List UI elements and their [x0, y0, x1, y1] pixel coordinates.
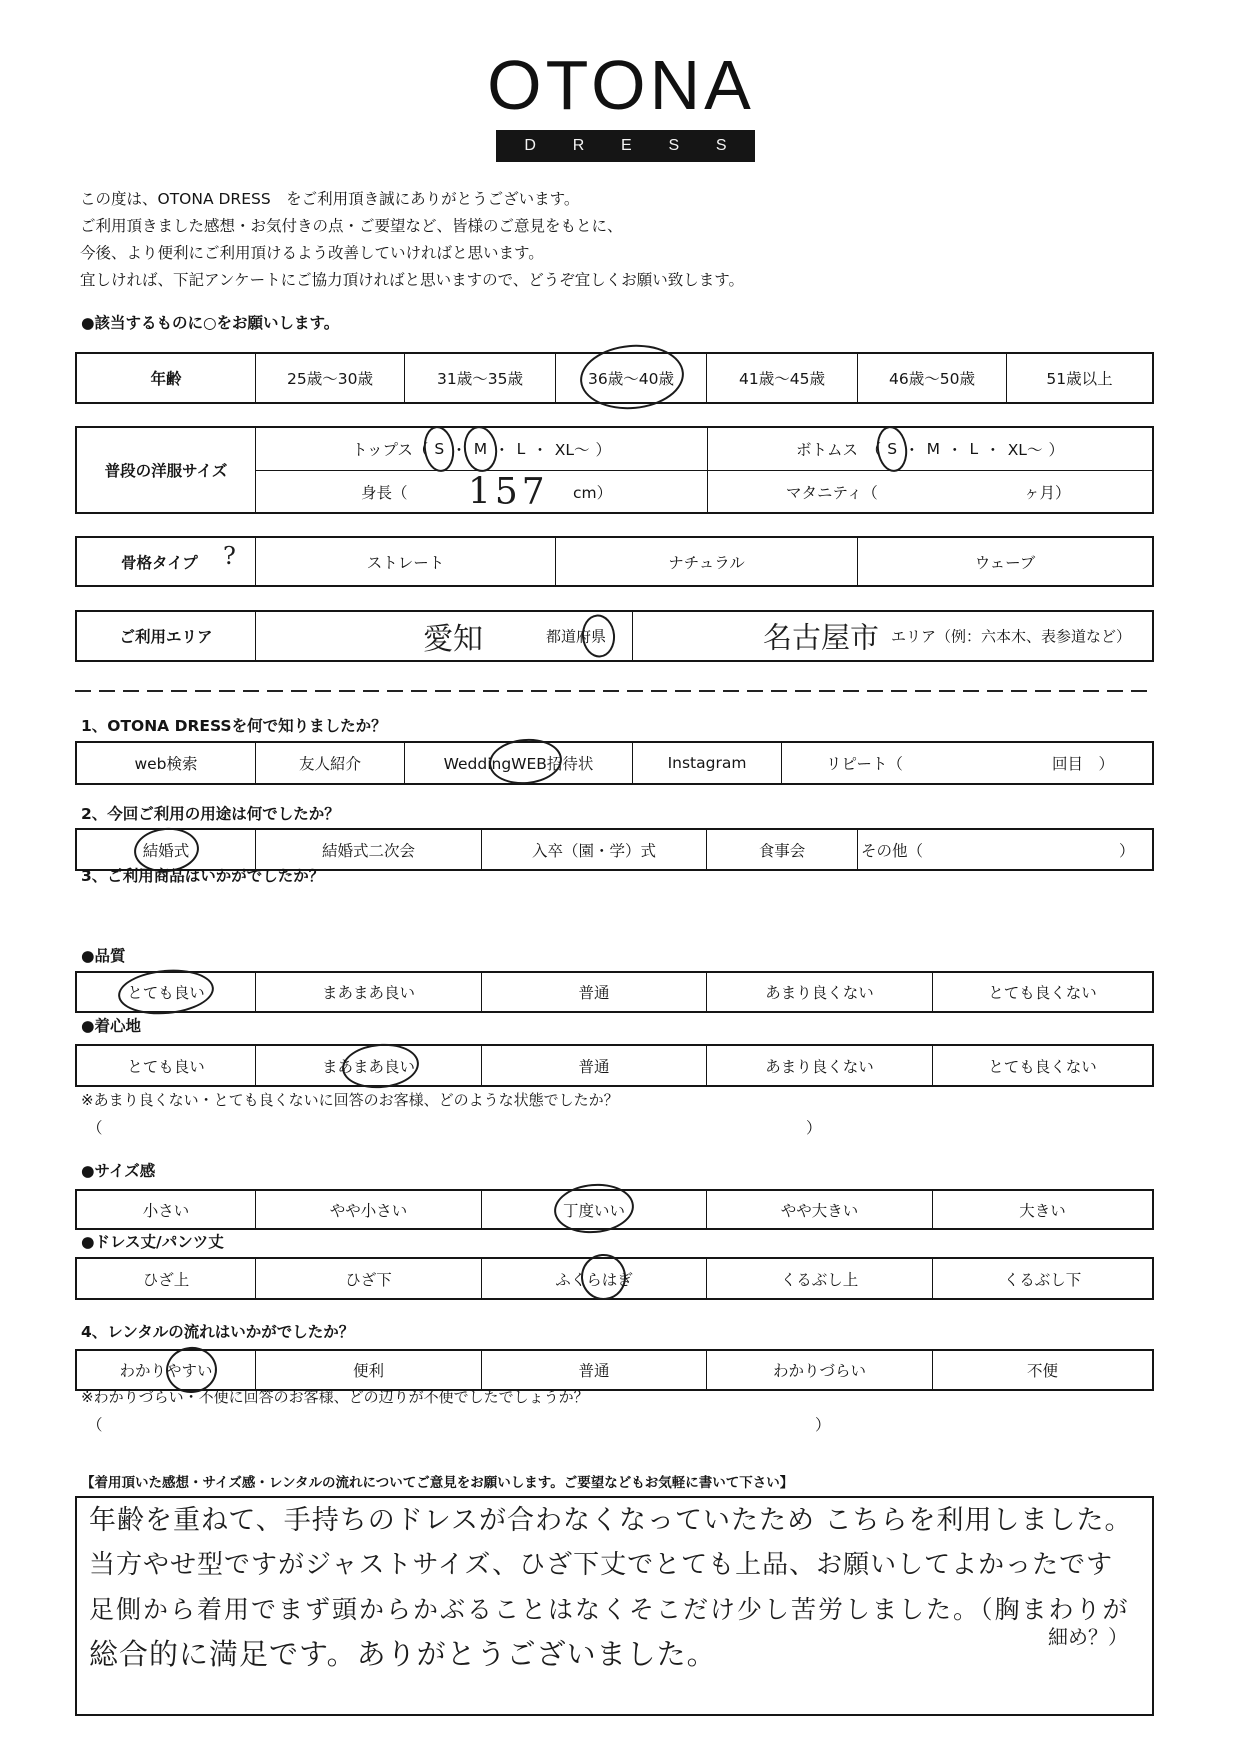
- flow-option-confusing: わかりづらい: [772, 1362, 866, 1380]
- length-heading: ●ドレス丈/パンツ丈: [81, 1233, 224, 1251]
- quality-option-cell: [706, 973, 932, 1011]
- q2-table: [75, 828, 1154, 871]
- q2-other-close: ）: [1119, 841, 1135, 860]
- clothing-size-fields: [255, 428, 1152, 512]
- q2-other-cell: [857, 830, 1152, 869]
- age-table: [75, 352, 1154, 404]
- quality-option-average: 普通: [578, 984, 610, 1002]
- q1-table: [75, 741, 1154, 785]
- comfort-option-fairly-good: まあまあ良い: [322, 1055, 415, 1077]
- q2-option-cell: [706, 830, 857, 869]
- tops-option-xl: XL～: [554, 441, 590, 459]
- length-option-above-knee: ひざ上: [142, 1270, 190, 1289]
- q2-option-cell: [77, 830, 255, 869]
- size-feel-option-cell: [77, 1191, 255, 1228]
- maternity-cell: [707, 471, 1152, 512]
- length-option-below-ankle: くるぶし下: [1003, 1270, 1082, 1289]
- q2-other-label: その他（: [861, 841, 924, 860]
- comfort-option-not-good: あまり良くない: [765, 1057, 874, 1076]
- q2-option-ceremony: 入卒（園・学）式: [531, 841, 656, 860]
- separator: ・: [494, 441, 510, 459]
- flow-option-cell: [706, 1351, 932, 1389]
- comfort-option-cell: [932, 1046, 1152, 1085]
- area-label-cell: [77, 612, 255, 660]
- quality-heading: ●品質: [81, 947, 126, 965]
- intro-line: この度は、OTONA DRESS をご利用頂き誠にありがとうございます。: [80, 190, 580, 208]
- q3-question: 3、ご利用商品はいかがでしたか？: [81, 867, 325, 885]
- age-option-25-30: 25歳～30歳: [287, 370, 373, 388]
- body-type-option-cell: [255, 538, 555, 585]
- flow-option-convenient: 便利: [352, 1362, 384, 1380]
- brand-subtitle-letter: R: [572, 137, 585, 154]
- length-option-cell: [932, 1259, 1152, 1298]
- flow-option-average: 普通: [578, 1362, 610, 1380]
- size-feel-option-cell: [481, 1191, 706, 1228]
- q1-option-cell: [404, 743, 632, 783]
- age-option-cell: [255, 354, 404, 402]
- age-option-cell: [555, 354, 706, 402]
- height-unit: cm）: [573, 483, 613, 502]
- height-label: 身長（: [361, 483, 408, 502]
- q1-option-instagram: Instagram: [667, 754, 747, 772]
- size-feel-heading: ●サイズ感: [81, 1162, 156, 1180]
- length-option-calf: ふくらはぎ: [555, 1268, 633, 1290]
- comfort-option-cell: [77, 1046, 255, 1085]
- q4-note: ※わかりづらい・不便に回答のお客様、どの辺りが不便でしたでしょうか？: [81, 1388, 589, 1406]
- size-row-height-maternity: [256, 471, 1152, 512]
- bottoms-label: ボトムス （: [796, 441, 882, 459]
- q2-option-after-party: 結婚式二次会: [321, 841, 415, 860]
- q1-option-web-search: web検索: [134, 755, 198, 773]
- brand-subtitle-letter: S: [668, 137, 680, 154]
- size-feel-option-cell: [706, 1191, 932, 1228]
- maternity-label: マタニティ（: [786, 483, 878, 502]
- brand-subtitle-bar: [496, 130, 755, 162]
- quality-table: [75, 971, 1154, 1013]
- length-table: [75, 1257, 1154, 1300]
- quality-option-cell: [255, 973, 481, 1011]
- age-option-46-50: 46歳～50歳: [889, 370, 975, 388]
- age-option-36-40: 36歳～40歳: [588, 367, 674, 389]
- size-feel-option-small: 小さい: [142, 1201, 190, 1220]
- size-feel-option-just-right: 丁度いい: [563, 1199, 625, 1221]
- age-option-cell: [404, 354, 555, 402]
- intro-line: 宜しければ、下記アンケートにご協力頂ければと思いますので、どうぞ宜しくお願い致します。: [80, 271, 745, 289]
- body-type-option-cell: [555, 538, 857, 585]
- separator: ・: [985, 441, 1001, 459]
- age-option-cell: [706, 354, 857, 402]
- q1-option-cell: [77, 743, 255, 783]
- q1-option-friend-referral: 友人紹介: [298, 755, 361, 773]
- age-option-31-35: 31歳～35歳: [437, 370, 523, 388]
- separator: ・: [904, 441, 920, 459]
- clothing-size-label-cell: [77, 428, 255, 512]
- flow-option-cell: [481, 1351, 706, 1389]
- quality-option-cell: [481, 973, 706, 1011]
- q1-question: 1、OTONA DRESSを何で知りましたか？: [81, 717, 387, 735]
- body-type-label-cell: [77, 538, 255, 585]
- comment-heading: 【着用頂いた感想・サイズ感・レンタルの流れについてご意見をお願いします。ご要望などもお気軽に書いて下さい】: [81, 1475, 794, 1491]
- q4-question: 4、レンタルの流れはいかがでしたか？: [81, 1323, 355, 1341]
- intro-text: [80, 186, 744, 294]
- length-option-cell: [255, 1259, 481, 1298]
- comfort-option-cell: [481, 1046, 706, 1085]
- bottoms-size-cell: [707, 428, 1152, 470]
- comfort-option-very-bad: とても良くない: [988, 1057, 1097, 1076]
- comment-line: 当方やせ型ですがジャストサイズ、ひざ下丈でとても上品、お願いしてよかったです: [89, 1550, 1114, 1580]
- intro-line: ご利用頂きました感想・お気付きの点・ご要望など、皆様のご意見をもとに、: [80, 217, 623, 235]
- prefecture-suffix-part: 都道府: [546, 627, 592, 646]
- q2-option-cell: [255, 830, 481, 869]
- city-cell: [632, 612, 1152, 660]
- flow-option-cell: [77, 1351, 255, 1389]
- comfort-option-cell: [255, 1046, 481, 1085]
- brand-subtitle-letter: S: [715, 137, 727, 154]
- tops-label: トップス（: [351, 441, 429, 459]
- city-suffix: エリア（例：六本木、表参道など）: [891, 627, 1132, 646]
- comment-line: 総合的に満足です。ありがとうございました。: [89, 1637, 717, 1671]
- body-type-option-cell: [857, 538, 1152, 585]
- body-type-table: [75, 536, 1154, 587]
- comfort-heading: ●着心地: [81, 1017, 142, 1035]
- size-feel-option-cell: [255, 1191, 481, 1228]
- comment-line: 年齢を重ねて、手持ちのドレスが合わなくなっていたため こちらを利用しました。: [89, 1505, 1133, 1536]
- area-table: [75, 610, 1154, 662]
- quality-option-not-good: あまり良くない: [765, 984, 874, 1002]
- body-type-option-wave: ウェーブ: [974, 553, 1036, 572]
- length-option-cell: [481, 1259, 706, 1298]
- q2-question: 2、今回ご利用の用途は何でしたか？: [81, 805, 340, 823]
- separator: ・: [451, 441, 467, 459]
- bottoms-close: ）: [1048, 441, 1064, 459]
- clothing-size-table: [75, 426, 1154, 514]
- bottoms-option-s: S: [887, 440, 898, 458]
- size-feel-option-slightly-small: やや小さい: [329, 1201, 408, 1220]
- q2-option-dinner: 食事会: [758, 841, 806, 860]
- tops-option-l: L: [516, 440, 526, 458]
- q4-note-open: （: [87, 1416, 103, 1434]
- prefecture-cell: [255, 612, 632, 660]
- prefecture-value: 愛知: [423, 622, 483, 657]
- q1-repeat-suffix: 回目 ）: [1052, 755, 1115, 773]
- tops-option-m: M: [473, 440, 488, 458]
- q1-repeat-label: リピート（: [826, 755, 903, 773]
- age-option-cell: [1006, 354, 1152, 402]
- flow-table: [75, 1349, 1154, 1391]
- q1-repeat-cell: [781, 743, 1152, 783]
- flow-option-inconvenient: 不便: [1026, 1362, 1058, 1380]
- maternity-unit: ヶ月）: [1024, 483, 1071, 502]
- area-label: ご利用エリア: [119, 628, 213, 646]
- dashed-divider: [75, 690, 1154, 692]
- instruction-heading: ●該当するものに○をお願いします。: [81, 314, 340, 332]
- quality-option-cell: [932, 973, 1152, 1011]
- quality-option-cell: [77, 973, 255, 1011]
- intro-line: 今後、より便利にご利用頂けるよう改善していければと思います。: [80, 244, 544, 262]
- separator: ・: [947, 441, 963, 459]
- flow-option-cell: [255, 1351, 481, 1389]
- flow-option-cell: [932, 1351, 1152, 1389]
- comfort-table: [75, 1044, 1154, 1087]
- age-option-51-plus: 51歳以上: [1046, 370, 1113, 388]
- length-option-above-ankle: くるぶし上: [780, 1270, 859, 1289]
- clothing-size-label: 普段の洋服サイズ: [104, 462, 228, 480]
- q1-option-cell: [255, 743, 404, 783]
- brand-subtitle-letter: D: [524, 137, 536, 154]
- q2-option-cell: [481, 830, 706, 869]
- tops-size-cell: [256, 428, 707, 470]
- bottoms-option-l: L: [969, 440, 979, 458]
- bottoms-option-m: M: [926, 440, 941, 458]
- q3-note-close: ）: [806, 1119, 822, 1137]
- separator: ・: [532, 441, 548, 459]
- q1-option-cell: [632, 743, 781, 783]
- bottoms-option-xl: XL～: [1007, 441, 1043, 459]
- comment-margin-note: 細め？）: [1048, 1625, 1128, 1649]
- body-type-handwritten-mark: ?: [223, 542, 236, 570]
- comfort-option-very-good: とても良い: [127, 1057, 205, 1076]
- quality-option-very-good: とても良い: [127, 981, 205, 1003]
- q2-option-wedding: 結婚式: [143, 839, 190, 861]
- q3-note-open: （: [87, 1119, 103, 1137]
- brand-subtitle-letter: E: [621, 137, 632, 154]
- age-label: 年齢: [150, 370, 182, 388]
- age-option-41-45: 41歳～45歳: [739, 370, 825, 388]
- body-type-option-straight: ストレート: [366, 553, 445, 572]
- tops-close: ）: [595, 441, 612, 459]
- size-feel-option-cell: [932, 1191, 1152, 1228]
- size-feel-option-large: 大きい: [1019, 1201, 1066, 1220]
- brand-logo: OTONA: [487, 46, 755, 124]
- age-label-cell: [77, 354, 255, 402]
- body-type-option-natural: ナチュラル: [668, 553, 745, 572]
- length-option-cell: [706, 1259, 932, 1298]
- q4-note-close: ）: [815, 1416, 831, 1434]
- quality-option-fairly-good: まあまあ良い: [321, 984, 415, 1002]
- city-value: 名古屋市: [763, 620, 880, 655]
- size-feel-table: [75, 1189, 1154, 1230]
- prefecture-suffix-ken: 県: [591, 627, 607, 646]
- prefecture-suffix: [546, 626, 606, 647]
- comment-line: 足側から着用でまず頭からかぶることはなくそこだけ少し苦労しました。（胸まわりが: [89, 1595, 1130, 1624]
- length-option-cell: [77, 1259, 255, 1298]
- size-feel-option-slightly-large: やや大きい: [780, 1201, 859, 1220]
- height-cell: [256, 471, 707, 512]
- comfort-option-cell: [706, 1046, 932, 1085]
- size-row-tops-bottoms: [256, 428, 1152, 471]
- q1-option-wedding-web-invitation: WeddingWEB招待状: [444, 752, 594, 774]
- length-option-below-knee: ひざ下: [345, 1270, 392, 1289]
- comfort-option-average: 普通: [578, 1057, 610, 1076]
- q3-note: ※あまり良くない・とても良くないに回答のお客様、どのような状態でしたか？: [81, 1091, 619, 1109]
- height-value: 157: [468, 471, 549, 512]
- quality-option-very-bad: とても良くない: [988, 984, 1097, 1002]
- tops-option-s: S: [434, 440, 445, 458]
- flow-option-easy: わかりやすい: [119, 1359, 212, 1381]
- age-option-cell: [857, 354, 1006, 402]
- body-type-label: 骨格タイプ: [121, 553, 198, 572]
